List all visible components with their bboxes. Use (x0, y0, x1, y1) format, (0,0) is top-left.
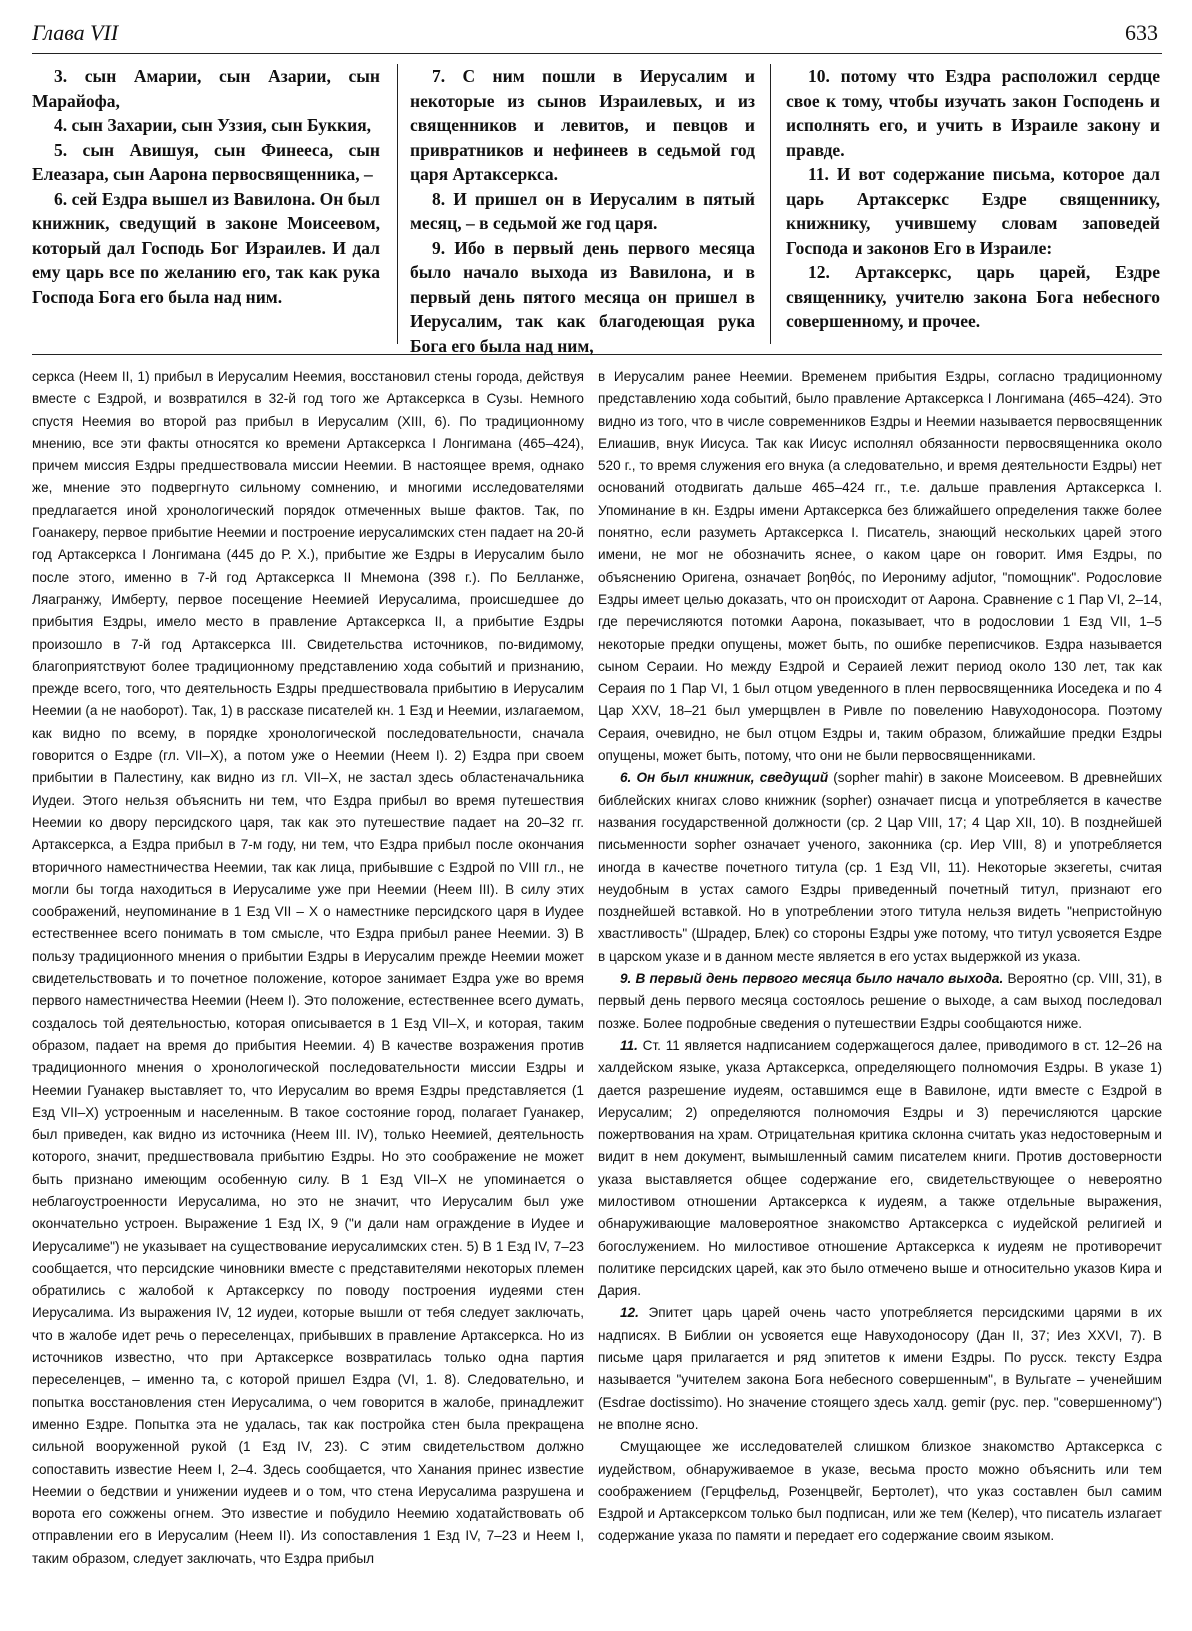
verse-column-1 (32, 64, 380, 309)
verse-7: 7. С ним пошли в Иерусалим и некоторые из сынов Израилевых, и из священников и левитов, и певцов и привратников и нефинеев в седьмой год царя Артаксеркса. (410, 66, 755, 184)
verse-11: 11. И вот содержание письма, которое дал царь Артаксеркс Ездре священнику, книжнику, учившему словам заповедей Господа и законов Его в Израиле: (786, 164, 1160, 258)
column-divider-1 (397, 64, 398, 344)
commentary-paragraph: в Иерусалим ранее Неемии. Временем прибытия Ездры, согласно традиционному представлению хода событий, было правление Артаксеркса I Лонгимана (465–424). Это видно из того, что в числе современников Ездры и Неемии называется первосвященник Елиашив, внук Иисуса. Так как Иисус исполнял обязанности первосвященника около 520 г., то время служения его внука (а следовательно, и время деятельности Ездры) нет оснований отодвигать дальше 465–424 гг., т.е. дальше правления Артаксеркса I. Упоминание в кн. Ездры имени Артаксеркса без ближайшего определения также более понятно, если разуметь Артаксеркса I. Писатель, знающий нескольких царей этого имени, не мог не обозначить яснее, о каком царе он говорит. Имя Ездры, по объяснению Оригена, означает βοηθός, по Иерониму adjutor, "помощник". Родословие Ездры имеет целью доказать, что он происходит от Аарона. Сравнение с 1 Пар VI, 2–14, где перечисляются потомки Аарона, показывает, что в родословии 1 Езд VII, 1–5 некоторые предки опущены, может быть, по ошибке переписчиков. Ездра называется сыном Сераии. Но между Ездрой и Сераией лежит период около 130 лет, так как Сераия по 1 Пар VI, 1 был отцом уведенного в плен первосвященника Иоседека и по 4 Цар XXV, 18–21 был умерщвлен в Ривле по повелению Навуходоносора. Поэтому Сераия, очевидно, не был отцом Ездры и, таким образом, ближайшие предки Ездры опущены, может быть, потому, что они не были первосвященниками. (598, 369, 1162, 764)
verse-6: 6. сей Ездра вышел из Вавилона. Он был книжник, сведущий в законе Моисеевом, который дал Господь Бог Израилев. И дал ему царь все по желанию его, так как рука Господа Бога его была над ним. (32, 188, 380, 307)
verse-12: 12. Артаксеркс, царь царей, Ездре священнику, учителю закона Бога небесного совершенному, и прочее. (786, 262, 1160, 331)
verse-8: 8. И пришел он в Иерусалим в пятый месяц, – в седьмой же год царя. (410, 188, 755, 233)
chapter-title: Глава VII (32, 20, 119, 45)
commentary-verse-6: 6. Он был книжник, сведущий (sopher mahir) в законе Моисеевом. В древнейших библейских книгах слово книжник (sopher) означает писца и употребляется в качестве названия государственной должности (ср. 2 Цар VIII, 17; 4 Цар XII, 10). В позднейшей письменности sopher означает ученого, законника (ср. Иер VIII, 8) и употребляется иногда в качестве почетного титула (ср. 1 Езд VII, 11). Некоторые экзегеты, считая неудобным в устах самого Ездры приведенный почетный титул, признают его позднейшей вставкой. Но в употреблении этого титула нельзя видеть "непристойную хвастливость" (Шрадер, Блек) со стороны Ездры уже потому, что титул усвояется Ездре в царском указе и в данном месте является в его устах выдержкой из указа. (598, 770, 1162, 964)
verse-5: 5. сын Авишуя, сын Финееса, сын Елеазара, сын Аарона первосвященника, – (32, 139, 380, 184)
commentary-right (598, 366, 1162, 1548)
running-header (32, 20, 1162, 50)
commentary-paragraph: серкса (Неем II, 1) прибыл в Иерусалим Неемия, восстановил стены города, действуя вместе с Ездрой, и возвратился в 32-й год того же Артаксеркса в Сузы. Немного спустя Неемия во второй раз прибыл в Иерусалим (XIII, 6). По традиционному мнению, все эти факты относятся ко времени Артаксеркса I Лонгимана (465–424), причем миссия Ездры предшествовала миссии Неемии. В настоящее время, однако же, мнение это подвергнуто сильному сомнению, и многими исследователями предлагается иной хронологический порядок отмеченных выше фактов. Так, по Гоанакеру, первое прибытие Неемии и построение иерусалимских стен падает на 20-й год Артаксеркса I Лонгимана (445 до Р. Х.), прибытие же Ездры в Иерусалим было после этого, именно в 7-й год Артаксеркса II Мнемона (398 г.). По Белланже, Ляагранжу, Имберту, первое посещение Неемией Иерусалима, происшедшее до прибытия Ездры, имело место в правление Артаксеркса II, а прибытие Ездры произошло в 7-й год Артаксеркса III. Свидетельства источников, по-видимому, благоприятствуют более традиционному представлению хода событий и признанию, прежде всего, того, что деятельность Ездры предшествовала прибытию в Иерусалим Неемии (а не наоборот). Так, 1) в рассказе писателей кн. 1 Езд и Неемии, излагаемом, как видно по всему, в порядке хронологической последовательности, сначала говорится о Ездре (гл. VII–X), а потом уже о Неемии (Неем I). 2) Ездра при своем прибытии в Палестину, как видно из гл. VII–X, не застал здесь областеначальника Иудеи. Этого нельзя объяснить ни тем, что Ездра прибыл во время путешествия Неемии ко двору персидского царя, так как это путешествие падает на 20–32 гг. Артаксеркса, а Ездра прибыл в 7-м году, ни тем, что Ездра прибыл после окончания вторичного наместничества Неемии, так как лица, прибывшие с Ездрой по VIII гл., не могли бы тогда находиться в Иерусалиме уже при Неемии (Неем III). В силу этих соображений, неупоминание в 1 Езд VII – X о наместнике персидского царя в Иудее естественнее всего понимать в том смысле, что Ездра прибыл ранее Неемии. 3) В пользу традиционного мнения о прибытии Ездры в Иерусалим прежде Неемии может свидетельствовать и то почетное положение, которое занимает Ездра уже во время первого наместничества Неемии (Неем I). Это положение, естественнее всего думать, создалось той деятельностью, которая описывается в 1 Езд VII–X, и которая, таким образом, падает на время до прибытия Неемии. 4) В качестве возражения против традиционного мнения о хронологической последовательности миссии Ездры и Неемии Гуанакер выставляет то, что Иерусалим во время Ездры представляется (1 Езд VII–X) устроенным и населенным. В такое состояние город, полагает Гуанакер, был приведен, как видно из источника (Неем III. IV), только Неемией, деятельность которого, значит, предшествовала прибытию Ездры. Но это соображение не может быть признано имеющим особенную силу. В 1 Езд VII–X не упоминается о неблагоустроенности Иерусалима, но это не значит, что Иерусалим был уже окончательно устроен. Выражение 1 Езд IX, 9 ("и дали нам ограждение в Иудее и Иерусалиме") не указывает на существование иерусалимских стен. 5) В 1 Езд IV, 7–23 сообщается, что персидские чиновники вместе с представителями некоторых племен обратились с жалобой к Артаксерксу по поводу построения иудеями стен Иерусалима. Из выражения IV, 12 иудеи, которые вышли от тебя следует заключать, что в жалобе идет речь о переселенцах, прибывших в правление Артаксеркса. Но из источников известно, что при Артаксерксе возвратилась только одна партия переселенцев, – именно та, с которой пришел Ездра (VI, 1. 8). Следовательно, и попытка восстановления стен Иерусалима, о чем говорится в жалобе, принадлежит именно Ездре. Попытка эта не удалась, так как постройка стен была прекращена сильной вооруженной рукой (1 Езд IV, 23). С этим свидетельством должно сопоставить известие Неем I, 2–4. Здесь сообщается, что Ханания принес известие Неемии о бедствии и унижении иудеев и о том, что стена Иерусалима разрушена и ворота его сожжены огнем. Это известие и побудило Неемию ходатайствовать об отправлении его в Иерусалим (Неем II). Из сопоставления 1 Езд IV, 7–23 и Неем I, таким образом, следует заключать, что Ездра прибыл (32, 369, 584, 1566)
verse-column-2 (410, 64, 755, 358)
verse-column-3 (786, 64, 1160, 334)
section-rule (32, 354, 1162, 355)
verse-9: 9. Ибо в первый день первого месяца было начало выхода из Вавилона, и в первый день пятого месяца он пришел в Иерусалим, так как благодеющая рука Бога его была над ним, (410, 237, 755, 356)
page-number: 633 (1125, 20, 1158, 45)
verse-10: 10. потому что Ездра расположил сердце свое к тому, чтобы изучать закон Господень и исполнять его, и учить в Израиле закону и правде. (786, 66, 1160, 160)
verse-3: 3. сын Амарии, сын Азарии, сын Марайофа, (32, 66, 380, 111)
column-divider-2 (770, 64, 771, 344)
verse-4: 4. сын Захарии, сын Уззия, сын Буккия, (54, 115, 372, 135)
commentary-paragraph: Смущающее же исследователей слишком близкое знакомство Артаксеркса с иудейством, обнаруживаемое в указе, весьма просто можно объяснить или тем соображением (Герцфельд, Розенцвейг, Бертолет), что указ составлен был самим Ездрой и Артаксерксом только был подписан, или же тем (Келер), что писатель излагает содержание указа по памяти и передает его содержание своим языком. (598, 1439, 1162, 1544)
commentary-verse-12: 12. Эпитет царь царей очень часто употребляется персидскими царями в их надписях. В Библии он усвояется еще Навуходоносору (Дан II, 37; Иез XXVI, 7). В письме царя прилагается и ряд эпитетов к имени Ездры. По русск. тексту Ездра называется "учителем закона Бога небесного совершенным", в Вульгате – ученейшим (Esdrae doctissimo). Но значение стоящего здесь халд. gemir (рус. пер. "совершенному") не вполне ясно. (598, 1305, 1162, 1432)
header-rule (32, 53, 1162, 54)
commentary-left (32, 366, 584, 1570)
commentary-verse-11: 11. Ст. 11 является надписанием содержащегося далее, приводимого в ст. 12–26 на халдейском языке, указа Артаксеркса, определяющего полномочия Ездры. В указе 1) дается разрешение иудеям, оставшимся еще в Вавилоне, идти вместе с Ездрой в Иерусалим; 2) определяются полномочия Ездры и 3) перечисляются царские пожертвования на храм. Отрицательная критика склонна считать указ недостоверным и видит в нем документ, вымышленный самим писателем книги. Против достоверности указа выставляется общее содержание его, свидетельствующее о невероятно милостивом отношении Артаксеркса к иудеям, а также отдельные выражения, обнаруживающие маловероятное знакомство Артаксеркса с иудейской религией и богослужением. Но милостивое отношение Артаксеркса к иудеям не противоречит политике персидских царей, как это было отмечено выше и относительно указов Кира и Дария. (598, 1037, 1162, 1299)
commentary-verse-9: 9. В первый день первого месяца было начало выхода. Вероятно (ср. VIII, 31), в первый день первого месяца состоялось решение о выходе, а сам выход последовал позже. Более подробные сведения о путешествии Ездры сообщаются ниже. (598, 971, 1162, 1031)
